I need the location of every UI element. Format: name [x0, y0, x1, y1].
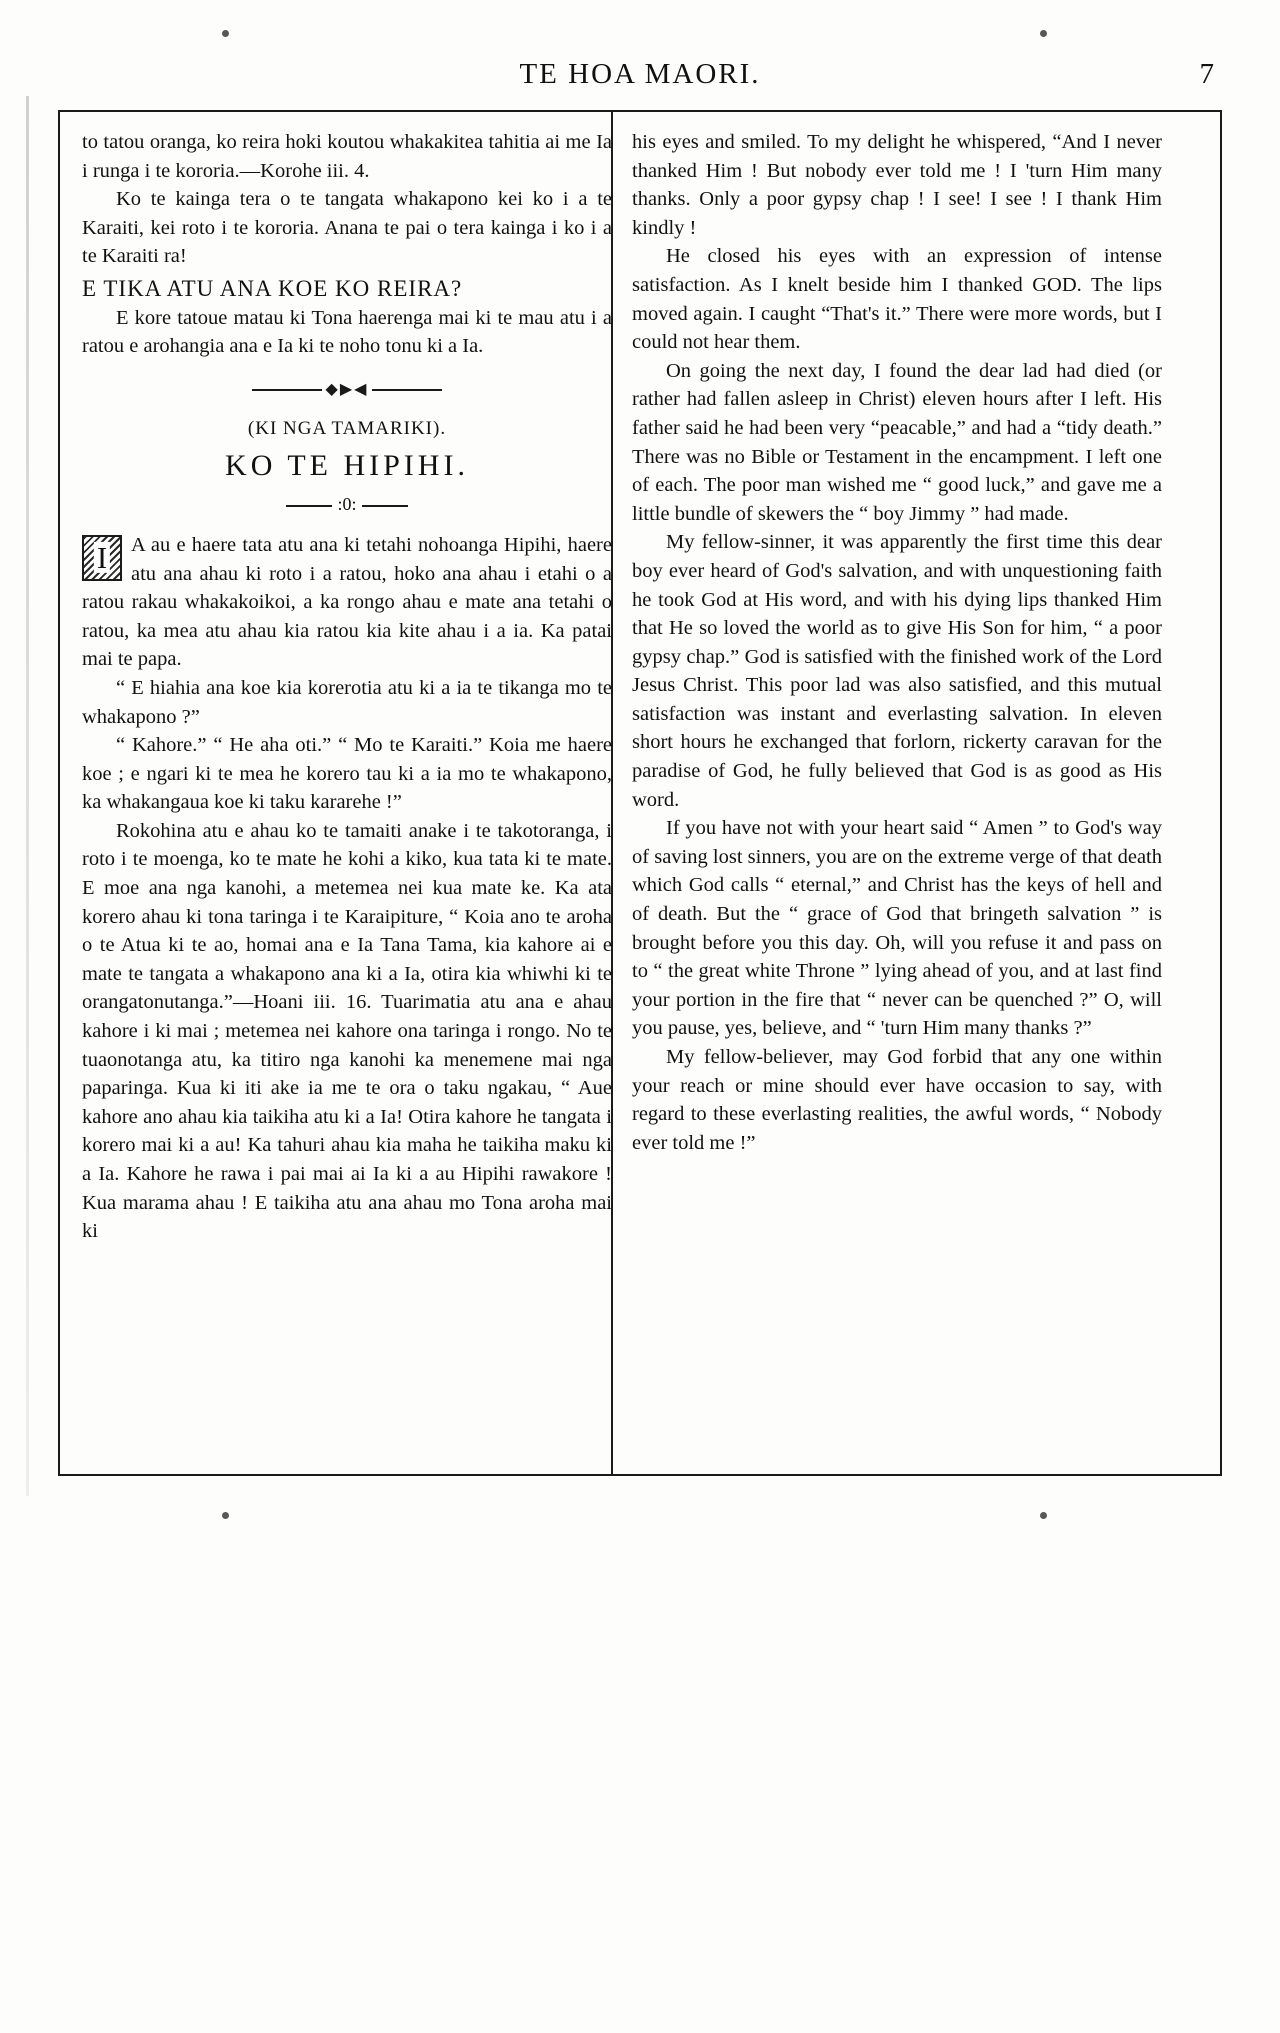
- paragraph-continued: to tatou oranga, ko reira hoki koutou whakakitea tahitia ai me Ia i runga i te kororia.—Korohe iii. 4.: [82, 131, 612, 182]
- paragraph: E kore tatoue matau ki Tona haerenga mai ki te mau atu i a ratou e arohangia ana e Ia ki te noho tonu ki a Ia.: [82, 306, 612, 358]
- paragraph: Rokohina atu e ahau ko te tamaiti anake i te takotoranga, i roto i te moenga, ko te mate he kohi a kiko, kua tata ki te mate. E moe ana nga kanohi, a metemea nei kua mate ke. Ka ata korero ahau ki tona taringa i te Karaipiture, “ Koia ano te aroha o te Atua ki te ao, homai ana e Ia Tana Tama, kia kahore ai e mate te tangata a whakapono ana ki a Ia, otira kia whiwhi ki te orangatonutanga.”—Hoani iii. 16. Tuarimatia atu ana e ahau kahore i ki mai ; metemea nei kahore ona taringa i rongo. No te tuaonotanga atu, ka titiro nga kanohi ka menemene mai nga paparinga. Kua ki iti ake ia me te ora o taku ngakau, “ Aue kahore ano ahau kia taikiha atu ki a Ia! Otira kahore he tangata i korero mai ki a au! Ka tahuri ahau kia maha he taikiha maku ki a Ia. Kahore he rawa i pai mai ai Ia ki a au Hipihi rawakore ! Kua marama ahau ! E taikiha atu ana ahau mo Tona aroha mai ki: [82, 819, 612, 1243]
- running-head-title: TE HOA MAORI.: [519, 58, 761, 90]
- paragraph: My fellow-believer, may God forbid that any one within your reach or mine should ever have occasion to say, with regard to these everlasting realities, the awful words, “ Nobody ever told me !”: [632, 1046, 1162, 1154]
- page-gutter-shadow: [26, 96, 29, 1496]
- paragraph-continued: his eyes and smiled. To my delight he whispered, “And I never thanked Him ! But nobody ever told me ! I 'turn Him many thanks. Only a poor gypsy chap ! I see! I see ! I thank Him kindly !: [632, 131, 1162, 239]
- paragraph: Ko te kainga tera o te tangata whakapono kei ko i a te Karaiti, kei roto i te kororia. Anana te pai o tera kainga i ko i a te Karaiti ra!: [82, 188, 612, 268]
- paragraph: On going the next day, I found the dear lad had died (or rather had fallen asleep in Christ) eleven hours after I left. His father said he had been very “peacable,” and had a “tidy death.” There was no Bible or Testament in the encampment. I left one of each. The poor man wished me “ good luck,” and gave me a little bundle of skewers the “ boy Jimmy ” had made.: [632, 359, 1162, 525]
- right-column: [632, 128, 1162, 1157]
- paragraph: He closed his eyes with an expression of intense satisfaction. As I knelt beside him I thanked GOD. The lips moved again. I caught “That's it.” There were more words, but I could not hear them.: [632, 245, 1162, 354]
- drop-cap-initial: [82, 535, 122, 581]
- section-subheading: E TIKA ATU ANA KOE KO REIRA?: [82, 275, 463, 301]
- registration-dot-bottom-left: [222, 1512, 229, 1519]
- story-opening-paragraph: [82, 531, 612, 674]
- ornament-divider: ◆▶◀: [82, 375, 612, 404]
- paragraph: “ E hiahia ana koe kia korerotia atu ki a ia te tikanga mo te whakapono ?”: [82, 676, 612, 728]
- left-column: [82, 128, 612, 1246]
- paragraph: If you have not with your heart said “ Amen ” to God's way of saving lost sinners, you are on the extreme verge of that death which God calls “ eternal,” and Christ has the keys of hell and of death. But the “ grace of God that bringeth salvation ” is brought before you this day. Oh, will you refuse it and pass on to “ the great white Throne ” lying ahead of you, and at last find your portion in the fire that “ never can be quenched ?” O, will you pause, yes, believe, and “ 'turn Him many thanks ?”: [632, 817, 1162, 1040]
- registration-dot-bottom-right: [1040, 1512, 1047, 1519]
- page-header: [60, 58, 1220, 106]
- paragraph: “ Kahore.” “ He aha oti.” “ Mo te Karaiti.” Koia me haere koe ; e ngari ki te mea he korero tau ki a ia mo te whakapono, ka whakangaua koe ki taku kararehe !”: [82, 734, 612, 814]
- story-opening-text: A au e haere tata atu ana ki tetahi nohoanga Hipihi, haere atu ana ahau ki roto i a ratou, hoko ana ahau i etahi o a ratou rakau whakakoikoi, a ka rongo ahau e mate ana tetahi o ratou, ka mea atu ahau kia ratou kia kite ahau i a ia. Ka patai mai te papa.: [82, 533, 612, 671]
- paragraph: My fellow-sinner, it was apparently the first time this dear boy ever heard of God's salvation, and with unquestioning faith he took God at His word, and with his dying lips thanked Him that He so loved the world as to give His Son for him, “ a poor gypsy chap.” God is satisfied with the finished work of the Lord Jesus Christ. This poor lad was also satisfied, and this mutual satisfaction was instant and everlasting salvation. In eleven short hours he exchanged that forlorn, rickerty caravan for the paradise of God, he fully believed that God is as good as His word.: [632, 531, 1162, 811]
- section-caption: (KI NGA TAMARIKI).: [247, 418, 447, 440]
- colon-rule-divider: :0:: [82, 490, 612, 519]
- registration-dot-top-left: [222, 30, 229, 37]
- registration-dot-top-right: [1040, 30, 1047, 37]
- page-number: 7: [1199, 58, 1214, 90]
- article-title: KO TE HIPIHI.: [225, 448, 469, 482]
